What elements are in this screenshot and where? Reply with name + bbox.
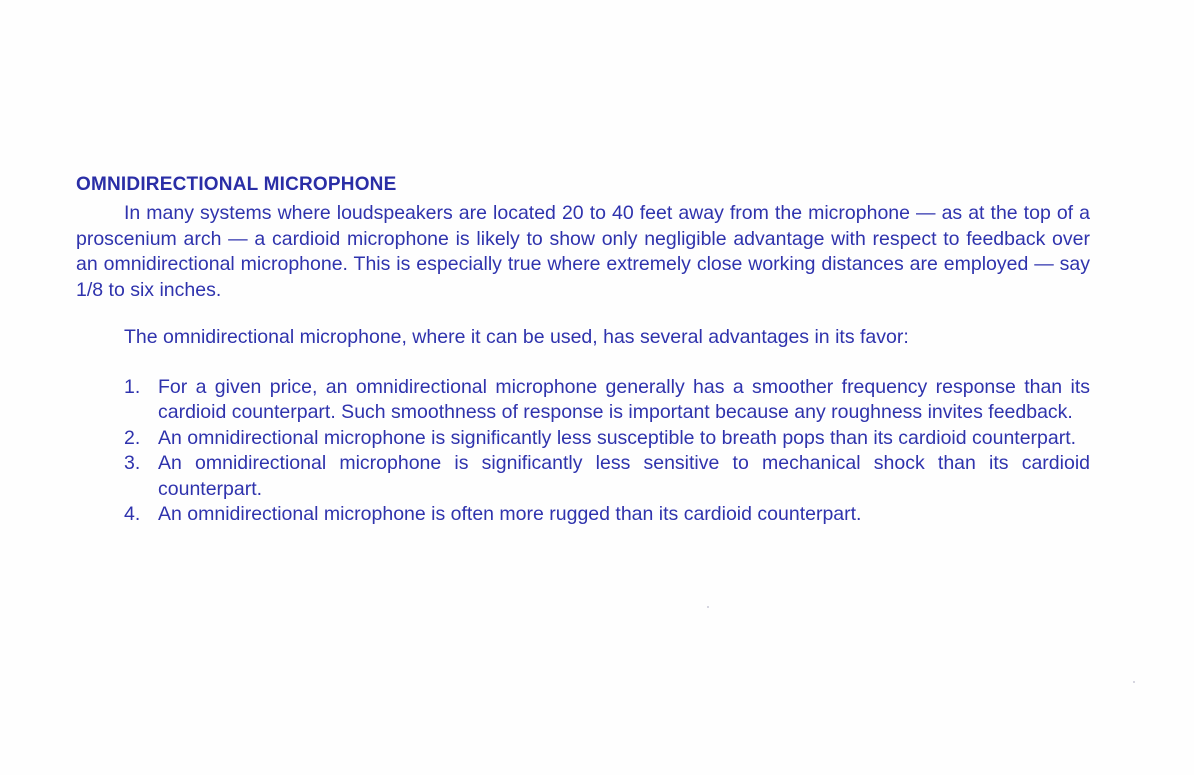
advantages-intro-paragraph: The omnidirectional microphone, where it can be used, has several advantages in its favor:	[124, 326, 909, 348]
list-item-text: For a given price, an omnidirectional microphone generally has a smoother frequency response than its cardioid counterpart. Such smoothness of response is important because any roughness invites feedback.	[158, 375, 1090, 423]
list-item-number: 4.	[124, 503, 141, 525]
list-item	[76, 426, 1090, 452]
paper-speck	[1133, 681, 1135, 683]
list-item-number: 2.	[124, 426, 141, 449]
intro-paragraph: In many systems where loudspeakers are located 20 to 40 feet away from the microphone — as at the top of a proscenium arch — a cardioid microphone is likely to show only negligible advantage with respect to feedback over an omnidirectional microphone. This is especially true where extremely close working distances are employed — say 1/8 to six inches.	[76, 202, 1090, 301]
list-item-text: An omnidirectional microphone is significantly less sensitive to mechanical shock than its cardioid counterpart.	[158, 452, 1090, 500]
list-item-text: An omnidirectional microphone is significantly less susceptible to breath pops than its cardioid counterpart.	[158, 426, 1077, 449]
list-item	[76, 502, 1090, 528]
list-item	[76, 375, 1090, 426]
document-content	[76, 172, 1090, 528]
advantages-list	[76, 375, 1090, 528]
list-item-number: 3.	[124, 452, 141, 474]
section-heading: OMNIDIRECTIONAL MICROPHONE	[76, 174, 397, 195]
paper-speck	[707, 606, 709, 608]
list-item-number: 1.	[124, 375, 141, 398]
list-item-text: An omnidirectional microphone is often more rugged than its cardioid counterpart.	[158, 503, 862, 525]
list-item	[76, 451, 1090, 502]
